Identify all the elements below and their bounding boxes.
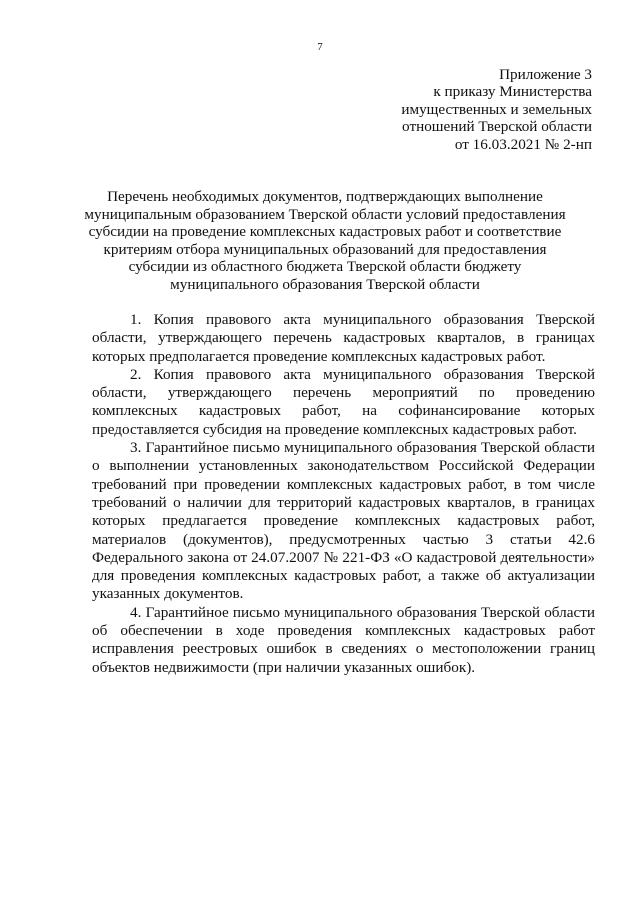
list-item-1: 1. Копия правового акта муниципального образования Тверской области, утверждающего перечень кадастровых кварталов, в границах которых предполагается проведение комплексных кадастровых работ. — [92, 311, 595, 365]
list-item-3: 3. Гарантийное письмо муниципального образования Тверской области о выполнении установленных законодательством Российской Федерации требований при проведении комплексных кадастровых работ, в том числе требований о наличии для территорий кадастровых кварталов, в границах которых предлагается проведение комплексных кадастровых работ, материалов (документов), предусмотренных частью 3 статьи 42.6 Федерального закона от 24.07.2007 № 221-ФЗ «О кадастровой деятельности» для проведения комплексных кадастровых работ, а также об актуализации указанных документов. — [92, 439, 595, 603]
list-item-2: 2. Копия правового акта муниципального образования Тверской области, утверждающего перечень мероприятий по проведению комплексных кадастровых работ, на софинансирование которых предоставляется субсидия на проведение комплексных кадастровых работ. — [92, 365, 595, 438]
appendix-line: имущественных и земельных — [401, 100, 592, 118]
title-line: субсидии на проведение комплексных кадастровых работ и соответствие — [88, 223, 562, 241]
list-item-4: 4. Гарантийное письмо муниципального образования Тверской области об обеспечении в ходе проведения комплексных кадастровых работ исправления реестровых ошибок в сведениях о местоположении границ объектов недвижимости (при наличии указанных ошибок). — [92, 603, 595, 676]
title-line: муниципальным образованием Тверской области условий предоставления — [84, 205, 566, 223]
title-line: субсидии из областного бюджета Тверской области бюджету — [128, 258, 522, 276]
document-title — [70, 188, 580, 294]
page-number: 7 — [317, 41, 323, 53]
appendix-line: отношений Тверской области — [402, 118, 592, 136]
document-body — [92, 311, 595, 677]
appendix-line: от 16.03.2021 № 2-нп — [454, 135, 592, 153]
appendix-header — [332, 66, 592, 153]
title-line: Перечень необходимых документов, подтверждающих выполнение — [107, 188, 543, 205]
appendix-line: к приказу Министерства — [433, 83, 592, 101]
title-line: критериям отбора муниципальных образований для предоставления — [103, 240, 547, 258]
title-line: муниципального образования Тверской области — [170, 275, 480, 293]
appendix-line: Приложение 3 — [499, 66, 592, 83]
